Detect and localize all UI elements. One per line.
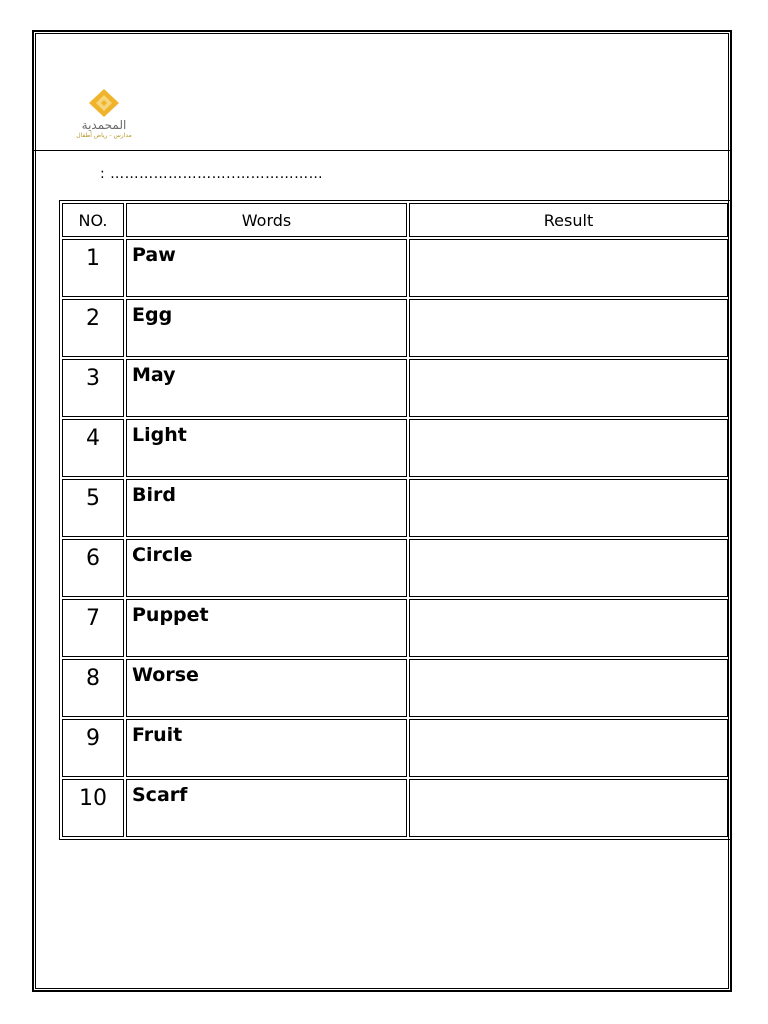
row-number: 6 xyxy=(86,546,100,571)
word-text: Paw xyxy=(132,244,176,266)
word-cell xyxy=(126,479,407,537)
word-cell xyxy=(126,359,407,417)
table-row xyxy=(62,779,728,837)
word-cell xyxy=(126,419,407,477)
row-number-cell xyxy=(62,539,124,597)
row-number-cell xyxy=(62,239,124,297)
name-field[interactable]: : ……………………..……………… xyxy=(100,166,324,182)
table-header-row xyxy=(62,203,728,237)
word-text: Fruit xyxy=(132,724,183,746)
header-result: Result xyxy=(409,203,728,237)
table-row xyxy=(62,719,728,777)
table-row xyxy=(62,479,728,537)
word-text: Egg xyxy=(132,304,173,326)
row-number: 5 xyxy=(86,486,100,511)
word-cell xyxy=(126,239,407,297)
result-cell[interactable] xyxy=(409,299,728,357)
result-cell[interactable] xyxy=(409,539,728,597)
word-cell xyxy=(126,779,407,837)
word-cell xyxy=(126,299,407,357)
table-row xyxy=(62,359,728,417)
row-number: 10 xyxy=(79,786,107,811)
result-cell[interactable] xyxy=(409,239,728,297)
row-number-cell xyxy=(62,479,124,537)
word-cell xyxy=(126,659,407,717)
word-text: Worse xyxy=(132,664,199,686)
result-cell[interactable] xyxy=(409,779,728,837)
table-row xyxy=(62,419,728,477)
diamond-logo-icon xyxy=(66,88,142,120)
table-row xyxy=(62,539,728,597)
row-number-cell xyxy=(62,299,124,357)
school-logo xyxy=(66,88,146,144)
row-number-cell xyxy=(62,779,124,837)
row-number: 7 xyxy=(86,606,100,631)
word-cell xyxy=(126,719,407,777)
row-number: 9 xyxy=(86,726,100,751)
table-row xyxy=(62,659,728,717)
result-cell[interactable] xyxy=(409,659,728,717)
word-cell xyxy=(126,599,407,657)
word-text: Bird xyxy=(132,484,176,506)
row-number-cell xyxy=(62,659,124,717)
logo-arabic-subtitle: مدارس - رياض أطفال xyxy=(76,132,132,139)
word-text: Scarf xyxy=(132,784,188,806)
header-divider xyxy=(33,150,731,151)
row-number: 8 xyxy=(86,666,100,691)
table-row xyxy=(62,299,728,357)
result-cell[interactable] xyxy=(409,719,728,777)
word-text: May xyxy=(132,364,176,386)
row-number: 2 xyxy=(86,306,100,331)
header-no: NO. xyxy=(62,203,124,237)
row-number: 3 xyxy=(86,366,100,391)
word-cell xyxy=(126,539,407,597)
row-number-cell xyxy=(62,419,124,477)
row-number-cell xyxy=(62,359,124,417)
word-text: Puppet xyxy=(132,604,209,626)
result-cell[interactable] xyxy=(409,479,728,537)
row-number-cell xyxy=(62,599,124,657)
logo-arabic-name: المحمدية xyxy=(81,118,127,132)
row-number: 1 xyxy=(86,246,100,271)
row-number-cell xyxy=(62,719,124,777)
words-table xyxy=(59,200,731,840)
word-text: Circle xyxy=(132,544,193,566)
header-words: Words xyxy=(126,203,407,237)
result-cell[interactable] xyxy=(409,599,728,657)
result-cell[interactable] xyxy=(409,419,728,477)
word-text: Light xyxy=(132,424,187,446)
table-row xyxy=(62,239,728,297)
table-row xyxy=(62,599,728,657)
result-cell[interactable] xyxy=(409,359,728,417)
row-number: 4 xyxy=(86,426,100,451)
